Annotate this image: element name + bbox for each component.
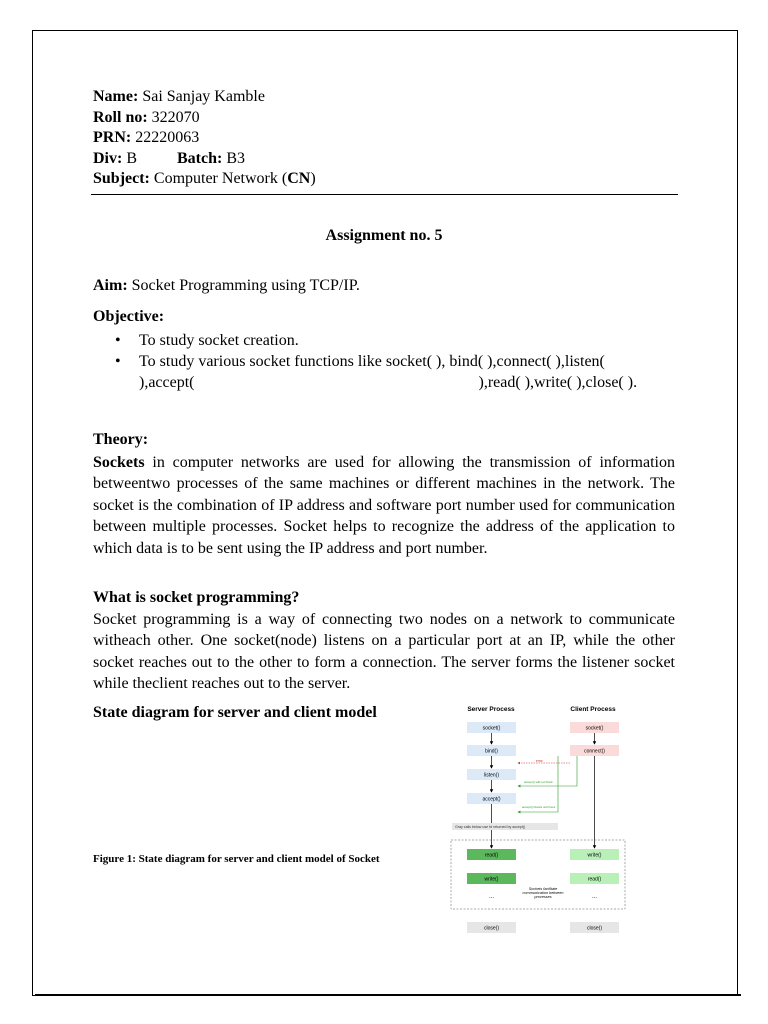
server-socket-label: socket(): [482, 725, 501, 732]
objective-list: [93, 330, 683, 393]
objective-item: • To study socket creation.: [115, 332, 299, 349]
client-read-label: read(): [587, 876, 602, 883]
client-connect-label: connect(): [584, 748, 605, 755]
error-label: error: [536, 759, 543, 763]
server-accept-label: accept(): [482, 796, 501, 803]
figure-caption: Figure 1: State diagram for server and client model of Socket: [93, 853, 380, 865]
client-title: Client Process: [570, 706, 616, 713]
state-diagram: [446, 700, 626, 940]
socket-programming-heading: What is socket programming?: [93, 589, 300, 606]
assignment-title: Assignment no. 5: [325, 227, 443, 244]
subject-line: Subject: Computer Network (CN): [93, 170, 316, 188]
socket-programming-paragraph: Socket programming is a way of connecting two nodes on a network to communicate witheach other. One socket(node) listens on a particular port at an IP, while the other socket reaches out to the other to form a connection. The server forms the listener socket while theclient reaches out to the server.: [93, 611, 675, 693]
server-write-label: write(): [484, 876, 499, 883]
bullet-icon: •: [115, 353, 121, 370]
server-bind-label: bind(): [485, 748, 498, 755]
student-info: [93, 87, 316, 190]
server-title: Server Process: [467, 706, 515, 713]
header-divider: [91, 194, 678, 195]
div-batch-line: Div: B Batch: B3: [93, 149, 245, 167]
server-listen-label: listen(): [483, 772, 500, 779]
client-write-label: write(): [587, 852, 602, 859]
client-socket-label: socket(): [585, 725, 604, 732]
theory-paragraph: Sockets in computer networks are used for allowing the transmission of information betweentwo processes of the same machines or different machines in the network. The socket is the combination of IP address and software port number used for communication between multiple processes. Socket helps to recognize the address of the application to which data is to be sent using the IP address and port number.: [93, 454, 675, 557]
server-ellipsis: ...: [488, 894, 495, 900]
state-diagram-svg: [446, 700, 626, 940]
aim-line: Aim: Socket Programming using TCP/IP.: [93, 277, 360, 294]
roll-line: Roll no: 322070: [93, 108, 200, 126]
bullet-icon: •: [115, 332, 121, 349]
objective-item: • To study various socket functions like socket( ), bind( ),connect( ),listen( ),accept( ),read( ),write( ),close( ).: [115, 353, 638, 391]
gray-note-label: Gray calls below use fd returned by accept(): [455, 825, 526, 830]
client-ellipsis: ...: [591, 894, 598, 900]
objective-heading: Objective:: [93, 308, 165, 325]
server-close-label: close(): [483, 925, 500, 932]
prn-line: PRN: 22220063: [93, 129, 200, 147]
theory-heading: Theory:: [93, 431, 149, 448]
accept-block-label: accept() blocks until here: [522, 805, 556, 809]
facilitate-label: Sockets facilitate communication between processes: [522, 887, 564, 900]
state-diagram-heading: State diagram for server and client model: [93, 704, 377, 721]
server-read-label: read(): [484, 852, 499, 859]
facilitate-label-box: [518, 887, 568, 909]
accept-wait-label: accept() will not block: [524, 780, 553, 784]
client-close-label: close(): [586, 925, 603, 932]
name-line: Name: Sai Sanjay Kamble: [93, 88, 265, 105]
page-border-shadow: [35, 994, 741, 996]
